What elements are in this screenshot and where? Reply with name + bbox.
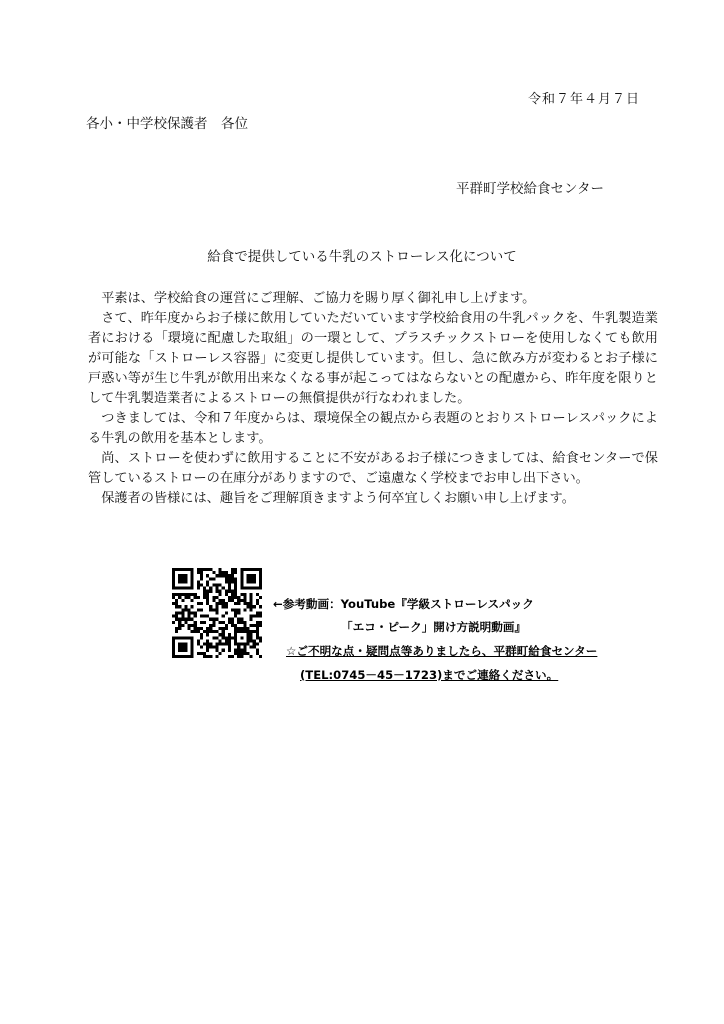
paragraph-straw-stock: 尚、ストローを使わずに飲用することに不安があるお子様につきましては、給食センターで保管しているストローの在庫分がありますので、ご遠慮なく学校までお申し出下さい。 <box>88 451 658 486</box>
reference-video-title: 「エコ・ピーク」開け方説明動画』 <box>341 620 527 634</box>
paragraph-closing: 保護者の皆様には、趣旨をご理解頂きますよう何卒宜しくお願い申し上げます。 <box>101 491 575 506</box>
letter-body <box>88 289 658 509</box>
paragraph-policy: つきましては、令和７年度からは、環境保全の観点から表題のとおりストローレスパックによる牛乳の飲用を基本とします。 <box>88 411 658 446</box>
document-title: 給食で提供している牛乳のストローレス化について <box>207 249 517 265</box>
recipient-line: 各小・中学校保護者 各位 <box>86 116 248 132</box>
contact-notice: ☆ご不明な点・疑問点等ありましたら、平群町給食センター <box>286 644 598 658</box>
qr-code-graphic <box>172 568 262 658</box>
qr-code <box>172 568 262 658</box>
paragraph-background: さて、昨年度からお子様に飲用していただいています学校給食用の牛乳パックを、牛乳製造業者における「環境に配慮した取組」の一環として、プラスチックストローを使用しなくても飲用が可能な「ストローレス容器」に変更し提供しています。但し、急に飲み方が変わるとお子様に戸惑い等が生じ牛乳が飲用出来なくなる事が起こってはならないとの配慮から、昨年度を限りとして牛乳製造業者によるストローの無償提供が行なわれました。 <box>88 311 658 406</box>
contact-phone: (TEL:0745－45－1723)までご連絡ください。 <box>300 668 559 682</box>
paragraph-greeting: 平素は、学校給食の運営にご理解、ご協力を賜り厚く御礼申し上げます。 <box>101 291 536 306</box>
sender-name: 平群町学校給食センター <box>456 181 604 197</box>
document-date: 令和７年４月７日 <box>528 92 641 107</box>
reference-video-line: ←参考動画：YouTube『学級ストローレスパック <box>273 597 534 611</box>
